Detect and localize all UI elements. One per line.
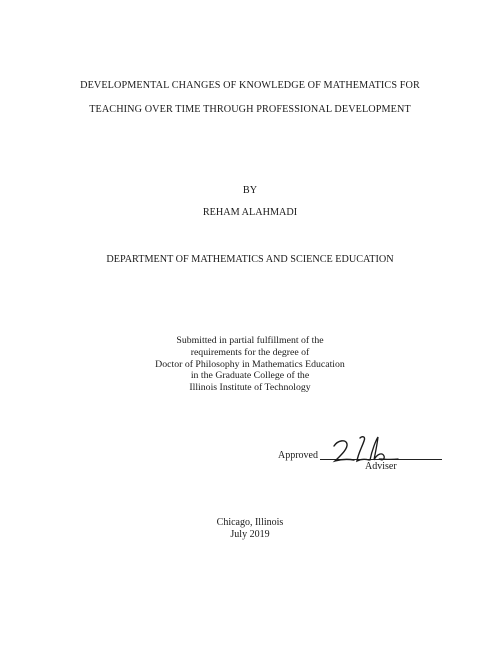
department-name: DEPARTMENT OF MATHEMATICS AND SCIENCE EDUCATION (106, 254, 394, 265)
submission-line-1: Submitted in partial fulfillment of the (176, 335, 324, 346)
submission-statement (0, 335, 500, 394)
adviser-label: Adviser (365, 461, 397, 472)
submission-line-5: Illinois Institute of Technology (189, 382, 311, 394)
title-line-1: DEVELOPMENTAL CHANGES OF KNOWLEDGE OF MATHEMATICS FOR (80, 80, 420, 91)
approved-label: Approved (278, 450, 318, 461)
by-label: BY (242, 185, 258, 196)
approval-block (278, 445, 448, 475)
author-name: REHAM ALAHMADI (202, 207, 298, 218)
submission-line-2: requirements for the degree of (190, 346, 310, 358)
submission-line-3: Doctor of Philosophy in Mathematics Education (155, 358, 345, 370)
date: July 2019 (230, 529, 270, 540)
place: Chicago, Illinois (216, 517, 284, 528)
place-and-date (0, 517, 500, 541)
submission-line-4: in the Graduate College of the (190, 370, 310, 382)
title-line-2: TEACHING OVER TIME THROUGH PROFESSIONAL DEVELOPMENT (89, 104, 411, 115)
